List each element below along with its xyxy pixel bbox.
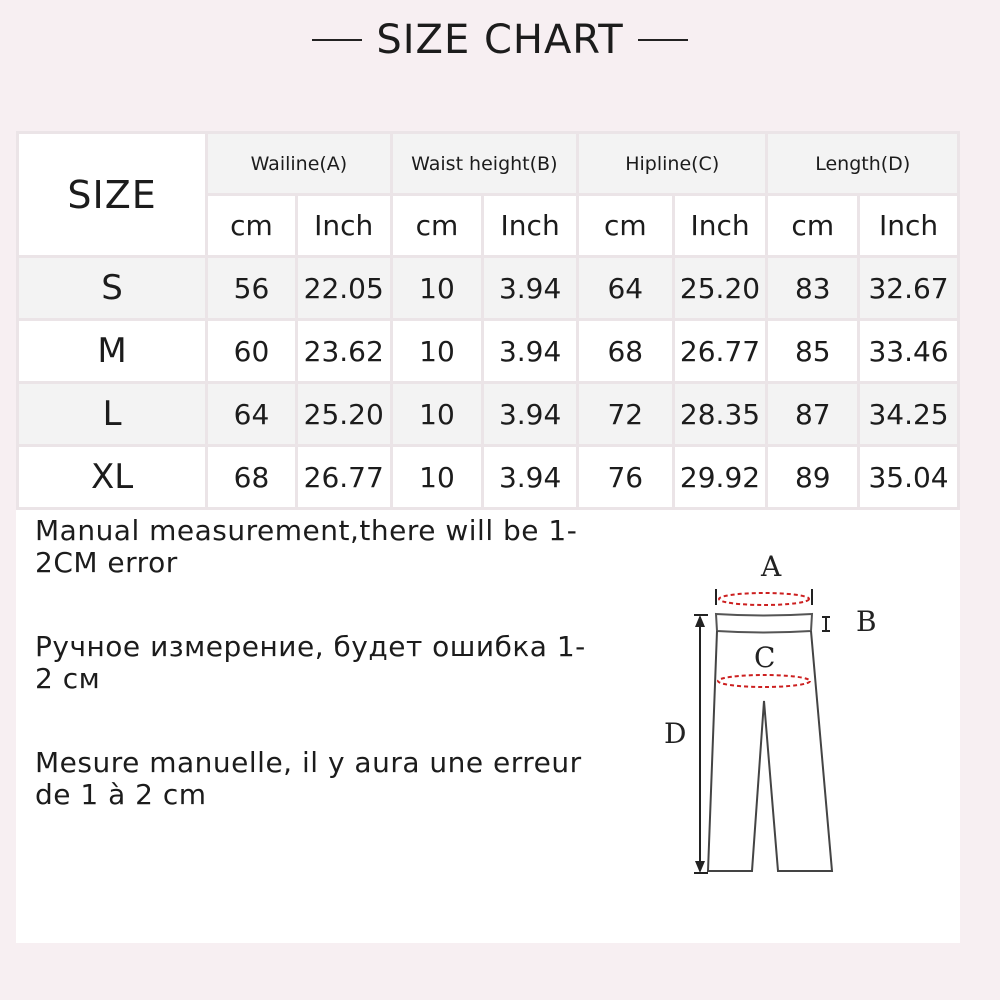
value-cell: 26.77 (673, 320, 767, 383)
value-cell: 83 (767, 257, 859, 320)
table-row-s (18, 257, 959, 320)
value-cell: 22.05 (296, 257, 391, 320)
group-header-hipline: Hipline(C) (578, 133, 767, 195)
value-cell: 87 (767, 383, 859, 446)
d-arrow-down (695, 861, 705, 873)
group-header-waist-height: Waist height(B) (391, 133, 577, 195)
value-cell: 10 (391, 320, 483, 383)
value-cell: 3.94 (483, 383, 578, 446)
value-cell: 28.35 (673, 383, 767, 446)
size-cell: L (18, 383, 207, 446)
unit-header: Inch (673, 195, 767, 257)
value-cell: 3.94 (483, 320, 578, 383)
pants-measurement-icon (636, 541, 936, 881)
value-cell: 26.77 (296, 446, 391, 509)
value-cell: 25.20 (296, 383, 391, 446)
value-cell: 35.04 (859, 446, 959, 509)
size-table (16, 131, 960, 510)
size-cell: S (18, 257, 207, 320)
size-cell: XL (18, 446, 207, 509)
hipline-ellipse (718, 675, 810, 687)
d-arrow-up (695, 615, 705, 627)
unit-header: cm (391, 195, 483, 257)
value-cell: 3.94 (483, 257, 578, 320)
unit-header: Inch (859, 195, 959, 257)
table-row-l (18, 383, 959, 446)
value-cell: 10 (391, 383, 483, 446)
size-chart-panel (16, 131, 960, 943)
value-cell: 23.62 (296, 320, 391, 383)
unit-header: Inch (483, 195, 578, 257)
unit-header: cm (767, 195, 859, 257)
value-cell: 85 (767, 320, 859, 383)
table-row-xl (18, 446, 959, 509)
value-cell: 76 (578, 446, 674, 509)
value-cell: 60 (207, 320, 297, 383)
value-cell: 64 (578, 257, 674, 320)
waistline-ellipse (719, 593, 809, 605)
group-header-length: Length(D) (767, 133, 959, 195)
label-a: A (761, 550, 782, 583)
value-cell: 68 (578, 320, 674, 383)
value-cell: 68 (207, 446, 297, 509)
unit-header: cm (207, 195, 297, 257)
page-title: SIZE CHART (376, 17, 624, 63)
page-header (0, 14, 1000, 66)
title-right-rule (638, 39, 688, 41)
measurement-notes (35, 515, 595, 863)
note-english: Manual measurement,there will be 1-2CM error (35, 514, 578, 579)
label-c: C (754, 641, 776, 674)
label-d: D (664, 717, 687, 750)
value-cell: 25.20 (673, 257, 767, 320)
label-b: B (856, 605, 877, 638)
value-cell: 64 (207, 383, 297, 446)
value-cell: 10 (391, 446, 483, 509)
value-cell: 32.67 (859, 257, 959, 320)
value-cell: 33.46 (859, 320, 959, 383)
unit-header: cm (578, 195, 674, 257)
value-cell: 72 (578, 383, 674, 446)
group-header-waistline: Wailine(A) (207, 133, 392, 195)
value-cell: 10 (391, 257, 483, 320)
value-cell: 56 (207, 257, 297, 320)
size-header-cell: SIZE (18, 133, 207, 257)
value-cell: 29.92 (673, 446, 767, 509)
title-left-rule (312, 39, 362, 41)
value-cell: 89 (767, 446, 859, 509)
value-cell: 3.94 (483, 446, 578, 509)
unit-header: Inch (296, 195, 391, 257)
note-russian: Ручное измерение, будет ошибка 1-2 см (35, 630, 586, 695)
note-french: Mesure manuelle, il y aura une erreur de 1 à 2 cm (35, 746, 582, 811)
table-row-m (18, 320, 959, 383)
size-cell: M (18, 320, 207, 383)
value-cell: 34.25 (859, 383, 959, 446)
waistband (716, 614, 812, 633)
